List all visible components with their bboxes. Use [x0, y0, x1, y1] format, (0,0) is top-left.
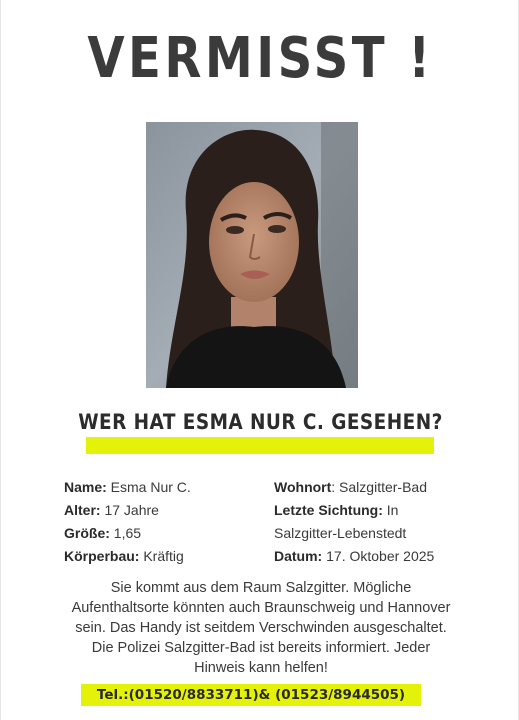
description-line: Die Polizei Salzgitter-Bad ist bereits informiert. Jeder: [91, 640, 431, 656]
poster-title: VERMISST !: [87, 26, 434, 91]
detail-last-sighting: Letzte Sichtung: In: [274, 502, 399, 518]
detail-date: Datum: 17. Oktober 2025: [274, 548, 435, 564]
details-right: [274, 476, 434, 568]
detail-age: Alter: 17 Jahre: [64, 502, 159, 518]
description-line: sein. Das Handy ist seitdem Verschwinden ausgeschaltet.: [75, 620, 447, 636]
missing-person-photo: [146, 122, 358, 388]
detail-height: Größe: 1,65: [64, 525, 142, 541]
description-line: Aufenthaltsorte könnten auch Braunschweig und Hannover: [71, 600, 451, 616]
details-left: [64, 476, 191, 568]
detail-residence: Wohnort: Salzgitter-Bad: [274, 479, 427, 495]
detail-name: Name: Esma Nur C.: [64, 479, 191, 495]
description-line: Sie kommt aus dem Raum Salzgitter. Mögliche: [110, 580, 412, 596]
detail-build: Körperbau: Kräftig: [64, 548, 184, 564]
detail-last-sighting-place: Salzgitter-Lebenstedt: [274, 525, 407, 541]
poster-question: WER HAT ESMA NUR C. GESEHEN?: [78, 410, 443, 434]
description: [61, 578, 461, 678]
description-line: Hinweis kann helfen!: [194, 660, 328, 676]
contact-phone: Tel.:(01520/8833711)& (01523/8944505): [81, 684, 421, 706]
question-highlight: [86, 437, 434, 454]
